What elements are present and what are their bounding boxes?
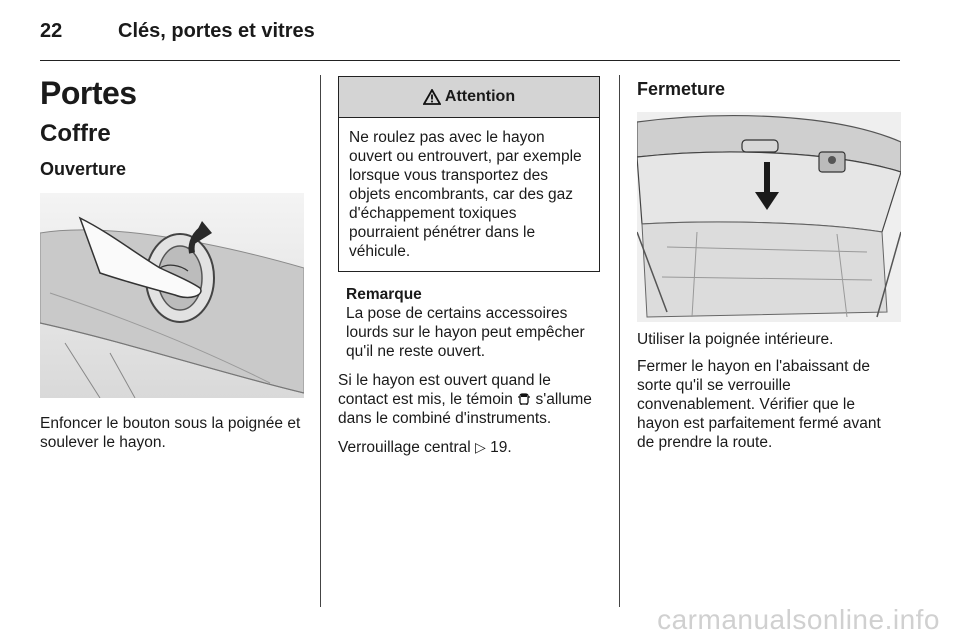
note-title: Remarque xyxy=(346,286,422,303)
indicator-paragraph xyxy=(338,371,600,428)
warning-title: Attention xyxy=(444,88,516,105)
chapter-title: Clés, portes et vitres xyxy=(118,20,315,42)
section-title: Coffre xyxy=(40,120,111,148)
note-text: La pose de certains accessoires lourds sur le hayon peut empêcher qu'il ne reste ouvert. xyxy=(346,305,585,360)
closing-section-title: Fermeture xyxy=(637,79,726,99)
column-divider-1 xyxy=(320,75,321,607)
warning-box xyxy=(338,76,600,272)
tailgate-closing-illustration xyxy=(637,112,901,322)
tailgate-open-indicator-icon xyxy=(517,392,531,406)
header-rule xyxy=(40,60,900,61)
column-right xyxy=(637,76,899,452)
warning-text: Ne roulez pas avec le hayon ouvert ou entrouvert, par exemple lorsque vous transportez des objets encombrants, car des gaz d'échappement toxiques pourraient pénétrer dans le véhicule. xyxy=(349,129,582,260)
column-left xyxy=(40,76,304,452)
indicator-text-start: Si le hayon est ouvert quand le contact est mis, le témoin xyxy=(338,372,551,408)
opening-caption: Enfoncer le bouton sous la poignée et soulever le hayon. xyxy=(40,415,301,452)
tailgate-handle-illustration xyxy=(40,193,304,398)
warning-header xyxy=(339,77,599,118)
page-title: Portes xyxy=(40,75,137,111)
note-block xyxy=(338,286,600,361)
subsection-title: Ouverture xyxy=(40,158,127,179)
column-middle xyxy=(338,76,600,457)
central-lock-label: Verrouillage central xyxy=(338,439,471,456)
closing-instruction-1: Utiliser la poignée intérieure. xyxy=(637,330,834,348)
central-lock-reference xyxy=(338,438,600,457)
warning-body xyxy=(339,118,599,271)
warning-triangle-icon xyxy=(423,89,441,105)
central-lock-page[interactable]: 19. xyxy=(490,439,512,456)
indicator-text-end: s'allume dans le combiné d'instruments. xyxy=(338,391,592,427)
page-header xyxy=(40,18,900,48)
page-reference-arrow-icon: ▷ xyxy=(475,439,486,455)
closing-instruction-2: Fermer le hayon en l'abaissant de sorte qu'il se verrouille convenablement. Vérifier que le hayon est parfaitement fermé avant de prendre la route. xyxy=(637,357,881,451)
column-divider-2 xyxy=(619,75,620,607)
page-number: 22 xyxy=(40,20,63,42)
watermark: carmanualsonline.info xyxy=(657,604,940,635)
